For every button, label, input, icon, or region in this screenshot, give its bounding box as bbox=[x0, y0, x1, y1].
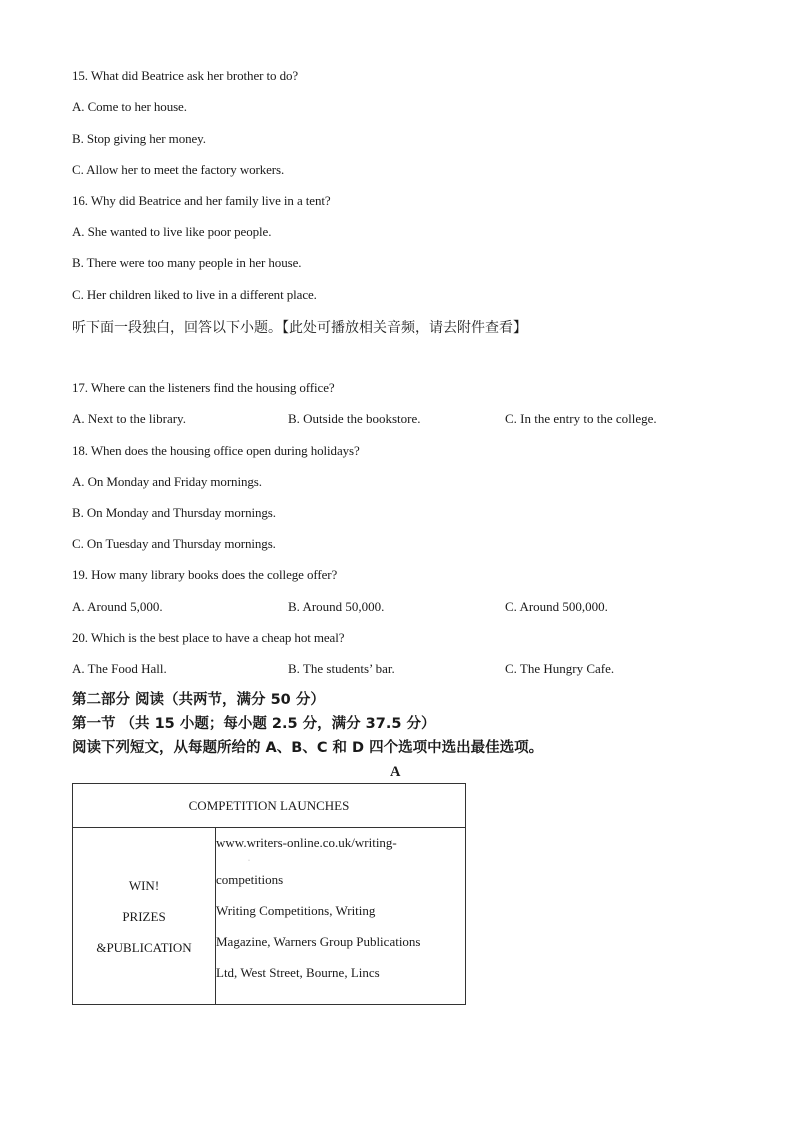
question-19-option-c: C. Around 500,000. bbox=[505, 599, 608, 614]
question-15-option-a: A. Come to her house. bbox=[72, 99, 187, 114]
question-20-stem: 20. Which is the best place to have a cheap hot meal? bbox=[72, 630, 345, 645]
question-15-option-c: C. Allow her to meet the factory workers. bbox=[72, 162, 285, 177]
competition-publication: &PUBLICATION bbox=[96, 939, 192, 955]
competition-title: COMPETITION LAUNCHES bbox=[73, 784, 466, 828]
question-16-option-a: A. She wanted to live like poor people. bbox=[72, 224, 272, 239]
question-19-stem: 19. How many library books does the college offer? bbox=[72, 567, 338, 582]
competition-address-cell bbox=[216, 828, 466, 1005]
competition-prize-cell bbox=[73, 828, 216, 1005]
question-18-stem: 18. When does the housing office open during holidays? bbox=[72, 443, 360, 458]
part2-section1-heading: 第一节 （共 15 小题；每小题 2.5 分，满分 37.5 分） bbox=[72, 716, 436, 732]
competition-win: WIN! bbox=[128, 877, 160, 893]
question-18-option-c: C. On Tuesday and Thursday mornings. bbox=[72, 536, 276, 551]
question-16-stem: 16. Why did Beatrice and her family live in a tent? bbox=[72, 193, 331, 208]
question-17-option-b: B. Outside the bookstore. bbox=[288, 411, 421, 426]
part2-instruction: 阅读下列短文，从每题所给的 A、B、C 和 D 四个选项中选出最佳选项。 bbox=[72, 740, 544, 756]
competition-address-line-2: Magazine, Warners Group Publications bbox=[216, 934, 421, 949]
competition-table bbox=[72, 783, 466, 1005]
competition-url-cont: competitions bbox=[216, 872, 284, 887]
part2-heading: 第二部分 阅读（共两节，满分 50 分） bbox=[72, 692, 325, 708]
question-20-option-c: C. The Hungry Cafe. bbox=[505, 661, 615, 676]
competition-url: www.writers-online.co.uk/writing- bbox=[216, 835, 397, 850]
passage-letter: A bbox=[390, 764, 401, 780]
question-20-option-a: A. The Food Hall. bbox=[72, 661, 167, 676]
listening-instruction: 听下面一段独白，回答以下小题。【此处可播放相关音频，请去附件查看】 bbox=[72, 320, 527, 336]
question-17-option-a: A. Next to the library. bbox=[72, 411, 186, 426]
question-20-option-b: B. The students’ bar. bbox=[288, 661, 395, 676]
competition-address-line-1: Writing Competitions, Writing bbox=[216, 903, 376, 918]
question-19-option-a: A. Around 5,000. bbox=[72, 599, 163, 614]
question-17-stem: 17. Where can the listeners find the housing office? bbox=[72, 380, 335, 395]
stray-mark: · bbox=[248, 858, 250, 864]
question-16-option-b: B. There were too many people in her house. bbox=[72, 255, 302, 270]
question-18-option-a: A. On Monday and Friday mornings. bbox=[72, 474, 262, 489]
competition-prizes: PRIZES bbox=[122, 908, 166, 924]
question-17-option-c: C. In the entry to the college. bbox=[505, 411, 657, 426]
question-18-option-b: B. On Monday and Thursday mornings. bbox=[72, 505, 276, 520]
competition-address-line-3: Ltd, West Street, Bourne, Lincs bbox=[216, 965, 380, 980]
question-19-option-b: B. Around 50,000. bbox=[288, 599, 385, 614]
question-16-option-c: C. Her children liked to live in a different place. bbox=[72, 287, 317, 302]
question-15-option-b: B. Stop giving her money. bbox=[72, 131, 206, 146]
question-15-stem: 15. What did Beatrice ask her brother to do? bbox=[72, 68, 299, 83]
